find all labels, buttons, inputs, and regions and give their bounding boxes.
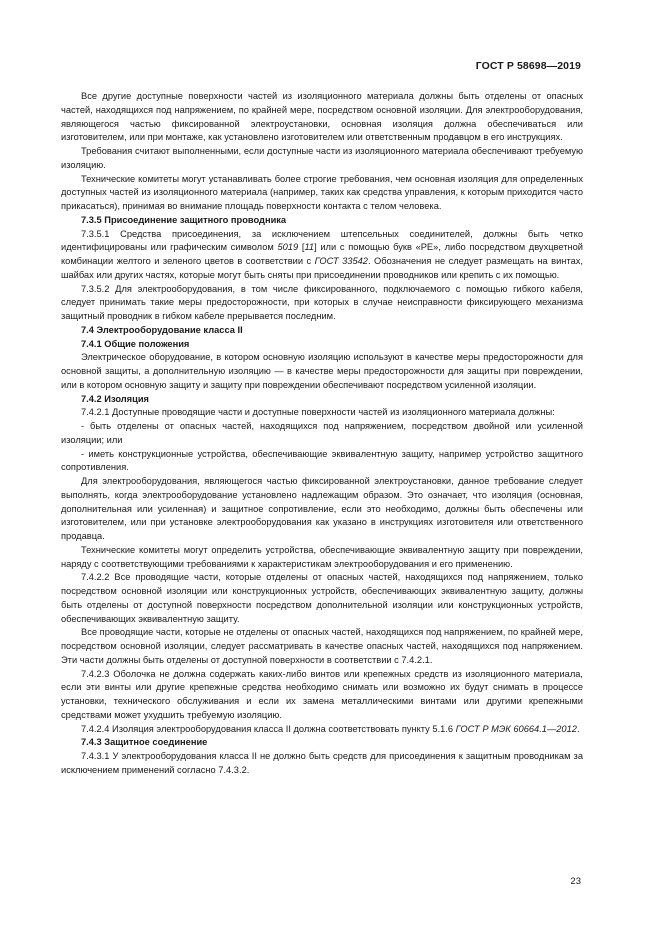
bibliography-reference: 11	[304, 242, 315, 253]
text-run: [	[298, 242, 305, 253]
paragraph: Требования считают выполненными, если доступные части из изоляционного материала обеспечивают требуемую изоляцию.	[61, 146, 583, 170]
text-run: 7.4.2.4 Изоляция электрооборудования класса II должна соответствовать пункту 5.1.6	[81, 723, 456, 734]
section-heading-7-4-1: 7.4.1 Общие положения	[81, 338, 190, 349]
paragraph-7-4-2-1: 7.4.2.1 Доступные проводящие части и доступные поверхности частей из изоляционного материала должны:	[81, 407, 555, 418]
symbol-reference: 5019	[277, 242, 299, 253]
standard-reference: ГОСТ Р МЭК 60664.1—2012	[455, 723, 577, 734]
list-item: - быть отделены от опасных частей, находящихся под напряжением, посредством двойной или усиленной изоляции; или	[61, 421, 583, 445]
paragraph: Технические комитеты могут определить устройства, обеспечивающие эквивалентную защиту при повреждении, наряду с соответствующими требованиями к характеристикам электрооборудования и его применению.	[61, 544, 583, 569]
standard-code-header: ГОСТ Р 58698—2019	[475, 60, 581, 72]
text-run: .	[576, 723, 580, 734]
paragraph-7-3-5-2: 7.3.5.2 Для электрооборудования, в том числе фиксированного, подключаемого с помощью гибкого кабеля, следует принимать такие меры предосторожности, при которых в случае неисправности фиксирующего механизма защитный проводник в гибком кабеле прерывается последним.	[61, 283, 583, 321]
section-heading-7-4-3: 7.4.3 Защитное соединение	[81, 737, 208, 748]
paragraph-7-4-1: Электрическое оборудование, в котором основную изоляцию используют в качестве меры предосторожности для основной защиты, а дополнительную изоляцию — в качестве меры предосторожности для защиты при повреждении, или в котором основную защиту и защиту при повреждении обеспечивают посредством усиленной изоляции.	[61, 352, 583, 390]
document-body	[61, 90, 583, 778]
page-number: 23	[570, 876, 581, 887]
paragraph-7-4-2-2: 7.4.2.2 Все проводящие части, которые отделены от опасных частей, находящихся под напряжением, только посредством основной изоляции или конструкционных устройств, обеспечивающих эквивалентную защиту, должны быть отделены от доступной поверхности посредством дополнительной изоляции или конструкционных устройств, обеспечивающих эквивалентную защиту.	[61, 572, 583, 624]
section-heading-7-4-2: 7.4.2 Изоляция	[81, 393, 149, 404]
paragraph: Все другие доступные поверхности частей из изоляционного материала должны быть отделены от опасных частей, находящихся под напряжением, по крайней мере, посредством основной изоляции. Для электрооборудования, являющегося частью фиксированной электроустановки, основная изоляция должна обеспечиваться или изготовителем, или при монтаже, как установлено изготовителем или ответственным продавцом в его инструкциях.	[61, 91, 583, 143]
paragraph: Все проводящие части, которые не отделены от опасных частей, находящихся под напряжением, по крайней мере, посредством основной изоляции, следует рассматривать в качестве опасных частей, находящихся под напряжением. Эти части должны быть отделены от доступной поверхности в соответствии с 7.4.2.1.	[61, 627, 583, 665]
text-run: ] или с помощью букв «PE», либо посредством двухцветной комбинации желтого и зеленого цветов в соответствии с	[61, 242, 584, 266]
paragraph-7-4-2-4	[61, 723, 583, 737]
paragraph: Технические комитеты могут устанавливать более строгие требования, чем основная изоляция для определенных доступных частей из изоляционного материала (например, таких как средства управления, к которым приходится часто прикасаться), принимая во внимание площадь поверхности контакта с телом человека.	[61, 173, 583, 211]
list-item: - иметь конструкционные устройства, обеспечивающие эквивалентную защиту, например устройство защитного сопротивления.	[61, 448, 583, 473]
text-run: . Обозначения не следует размещать на винтах, шайбах или других частях, которые могут быть сняты при присоединении проводников или крепить с их помощью.	[61, 256, 583, 280]
section-heading-7-4: 7.4 Электрооборудование класса II	[81, 324, 243, 335]
paragraph: Для электрооборудования, являющегося частью фиксированной электроустановки, данное требование следует выполнять, когда электрооборудование установлено надлежащим образом. Это означает, что изоляция (основная, дополнительная или усиленная) и защитное сопротивление, если это необходимо, должны быть обеспечены или изготовителем, или при установке электрооборудования как указано в инструкциях изготовителя или ответственного продавца.	[61, 476, 583, 541]
paragraph-7-3-5-1	[61, 228, 583, 283]
standard-reference: ГОСТ 33542	[314, 256, 368, 266]
paragraph-7-4-2-3: 7.4.2.3 Оболочка не должна содержать каких-либо винтов или крепежных средств из изоляционного материала, если эти винты или другие крепежные средства необходимо снимать или возможно их будут снимать в процессе установки, технического обслуживания и если их замена металлическими винтами или другими крепежными средствами может ухудшить требуемую изоляцию.	[61, 668, 583, 720]
text-run: 7.3.5.1 Средства присоединения, за исключением штепсельных соединителей, должны быть четко идентифицированы или графическим символом	[61, 228, 583, 253]
section-heading-7-3-5: 7.3.5 Присоединение защитного проводника	[81, 214, 287, 225]
paragraph-7-4-3-1: 7.4.3.1 У электрооборудования класса II не должно быть средств для присоединения к защитным проводникам за исключением применений согласно 7.4.3.2.	[61, 751, 583, 775]
